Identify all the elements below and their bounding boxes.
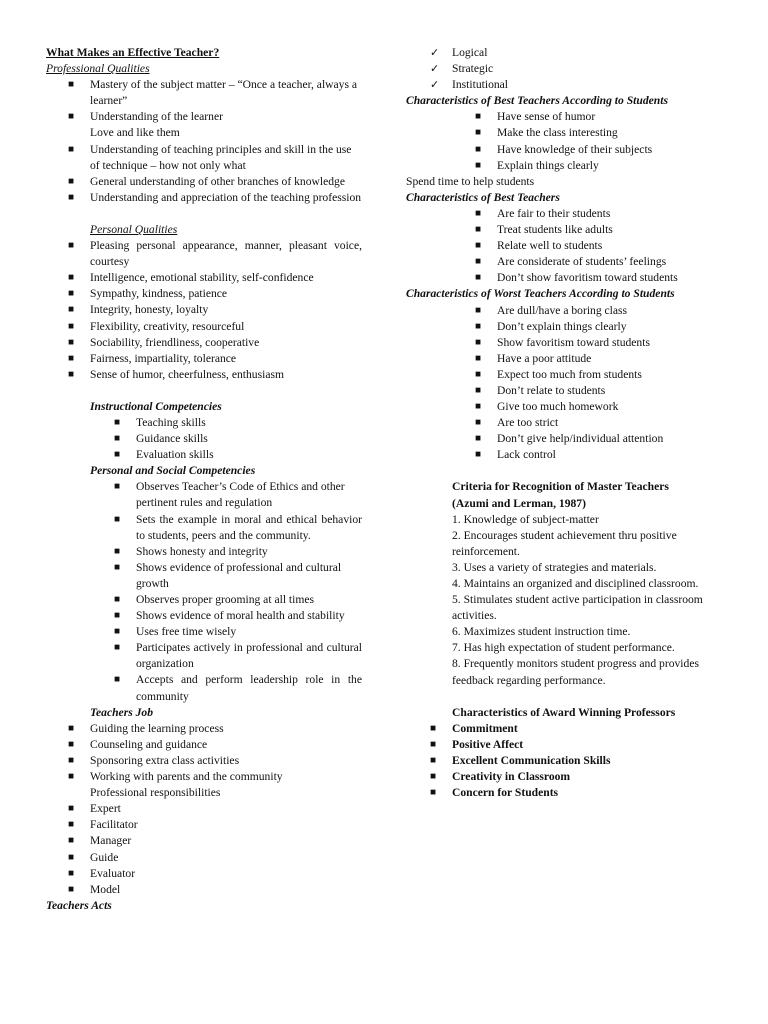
social-competencies-list — [46, 479, 362, 704]
list-item: ✓ Logical — [406, 45, 736, 61]
list-item: ■ Sets the example in moral and ethical behavior to students, peers and the community. — [46, 512, 362, 544]
list-item: ■ Positive Affect — [406, 737, 736, 753]
list-item: ■ Fairness, impartiality, tolerance — [46, 351, 362, 367]
list-item: ■ Facilitator — [46, 817, 362, 833]
list-item: ■ Are considerate of students’ feelings — [406, 254, 736, 270]
personal-qualities-list — [46, 238, 362, 383]
list-item: ■ Don’t relate to students — [406, 383, 736, 399]
professional-qualities-list — [46, 77, 362, 206]
list-item: ■ General understanding of other branches of knowledge — [46, 174, 362, 190]
list-item: 7. Has high expectation of student performance. — [452, 641, 675, 655]
list-item: ■ Expert — [46, 801, 362, 817]
award-list — [406, 721, 736, 801]
list-item: ■ Guidance skills — [46, 431, 362, 447]
list-item: ■ Give too much homework — [406, 399, 736, 415]
teachers-job-heading: Teachers Job — [90, 705, 154, 719]
list-item: ■ Are too strict — [406, 415, 736, 431]
list-item: 5. Stimulates student active participation in classroom activities. — [452, 593, 703, 623]
list-item: ■ Don’t give help/individual attention — [406, 431, 736, 447]
list-item: ■ Make the class interesting — [406, 125, 736, 141]
best-by-students-list — [406, 109, 736, 173]
list-item: ■ Have knowledge of their subjects — [406, 142, 736, 158]
list-item: ■ Guiding the learning process — [46, 721, 362, 737]
list-item: ■ Are fair to their students — [406, 206, 736, 222]
list-item: ■ Evaluator — [46, 866, 362, 882]
list-item: ■ Working with parents and the community — [46, 769, 362, 785]
master-heading-2: (Azumi and Lerman, 1987) — [452, 496, 586, 510]
list-item: 3. Uses a variety of strategies and materials. — [452, 560, 657, 574]
list-item: ■ Understanding of the learner — [46, 109, 362, 125]
list-item: ■ Expect too much from students — [406, 367, 736, 383]
list-item: ■ Shows evidence of professional and cultural growth — [46, 560, 362, 592]
list-item: ■ Uses free time wisely — [46, 624, 362, 640]
social-competencies-heading: Personal and Social Competencies — [90, 464, 256, 478]
list-item: ■ Show favoritism toward students — [406, 335, 736, 351]
list-item-plain: Professional responsibilities — [90, 786, 221, 800]
list-item: ■ Explain things clearly — [406, 158, 736, 174]
list-item: ■ Teaching skills — [46, 415, 362, 431]
right-column — [406, 45, 736, 801]
list-item: 8. Frequently monitors student progress and provides feedback regarding performance. — [452, 657, 699, 687]
list-item: ■ Are dull/have a boring class — [406, 303, 736, 319]
list-item: ■ Commitment — [406, 721, 736, 737]
list-item: ■ Integrity, honesty, loyalty — [46, 302, 362, 318]
professional-qualities-heading: Professional Qualities — [46, 62, 150, 76]
teachers-acts-heading: Teachers Acts — [46, 898, 112, 912]
list-item: ■ Participates actively in professional and cultural organization — [46, 640, 362, 672]
award-heading: Characteristics of Award Winning Professors — [452, 705, 676, 719]
best-teachers-heading: Characteristics of Best Teachers — [406, 190, 560, 204]
list-item: ■ Flexibility, creativity, resourceful — [46, 319, 362, 335]
list-item: ■ Intelligence, emotional stability, self-confidence — [46, 270, 362, 286]
list-item: ■ Sociability, friendliness, cooperative — [46, 335, 362, 351]
left-column — [46, 45, 362, 914]
list-item: ■ Relate well to students — [406, 238, 736, 254]
list-item: ■ Treat students like adults — [406, 222, 736, 238]
list-item: ■ Counseling and guidance — [46, 737, 362, 753]
list-item: ■ Creativity in Classroom — [406, 769, 736, 785]
list-item: ✓ Institutional — [406, 77, 736, 93]
teachers-job-list — [46, 721, 362, 898]
list-item: ■ Lack control — [406, 447, 736, 463]
list-item-plain: Love and like them — [90, 126, 180, 140]
personal-qualities-heading: Personal Qualities — [90, 222, 178, 236]
list-item: ■ Have sense of humor — [406, 109, 736, 125]
list-item: ■ Model — [46, 882, 362, 898]
list-item: ■ Excellent Communication Skills — [406, 753, 736, 769]
instructional-competencies-heading: Instructional Competencies — [90, 399, 222, 413]
master-teachers-section — [406, 479, 736, 720]
list-item: ■ Pleasing personal appearance, manner, pleasant voice, courtesy — [46, 238, 362, 270]
list-item: ■ Shows evidence of moral health and stability — [46, 608, 362, 624]
list-item: ■ Concern for Students — [406, 785, 736, 801]
list-item: 2. Encourages student achievement thru positive reinforcement. — [452, 528, 677, 558]
list-item: ■ Guide — [46, 850, 362, 866]
best-by-students-heading: Characteristics of Best Teachers According to Students — [406, 94, 668, 108]
list-item: 6. Maximizes student instruction time. — [452, 625, 631, 639]
list-item: ■ Evaluation skills — [46, 447, 362, 463]
spend-time-line: Spend time to help students — [406, 174, 535, 188]
list-item: ■ Understanding of teaching principles and skill in the use of technique – how not only what — [46, 142, 362, 174]
list-item: ■ Shows honesty and integrity — [46, 544, 362, 560]
list-item: ■ Sympathy, kindness, patience — [46, 286, 362, 302]
list-item: ✓ Strategic — [406, 61, 736, 77]
list-item: ■ Observes Teacher’s Code of Ethics and other pertinent rules and regulation — [46, 479, 362, 511]
list-item: ■ Accepts and perform leadership role in the community — [46, 672, 362, 704]
list-item: ■ Sponsoring extra class activities — [46, 753, 362, 769]
list-item: ■ Mastery of the subject matter – “Once a teacher, always a learner” — [46, 77, 362, 109]
list-item: ■ Have a poor attitude — [406, 351, 736, 367]
checks-list — [406, 45, 736, 93]
best-teachers-list — [406, 206, 736, 286]
list-item: ■ Don’t explain things clearly — [406, 319, 736, 335]
list-item: ■ Manager — [46, 833, 362, 849]
list-item: ■ Don’t show favoritism toward students — [406, 270, 736, 286]
list-item: ■ Observes proper grooming at all times — [46, 592, 362, 608]
list-item: 1. Knowledge of subject-matter — [452, 512, 599, 526]
list-item: ■ Understanding and appreciation of the teaching profession — [46, 190, 362, 206]
instructional-competencies-list — [46, 415, 362, 463]
list-item: 4. Maintains an organized and disciplined classroom. — [452, 577, 699, 590]
list-item: ■ Sense of humor, cheerfulness, enthusiasm — [46, 367, 362, 383]
worst-teachers-heading: Characteristics of Worst Teachers According to Students — [406, 287, 675, 301]
page-title: What Makes an Effective Teacher? — [46, 46, 220, 59]
worst-teachers-list — [406, 303, 736, 464]
master-heading-1: Criteria for Recognition of Master Teachers — [452, 480, 669, 494]
